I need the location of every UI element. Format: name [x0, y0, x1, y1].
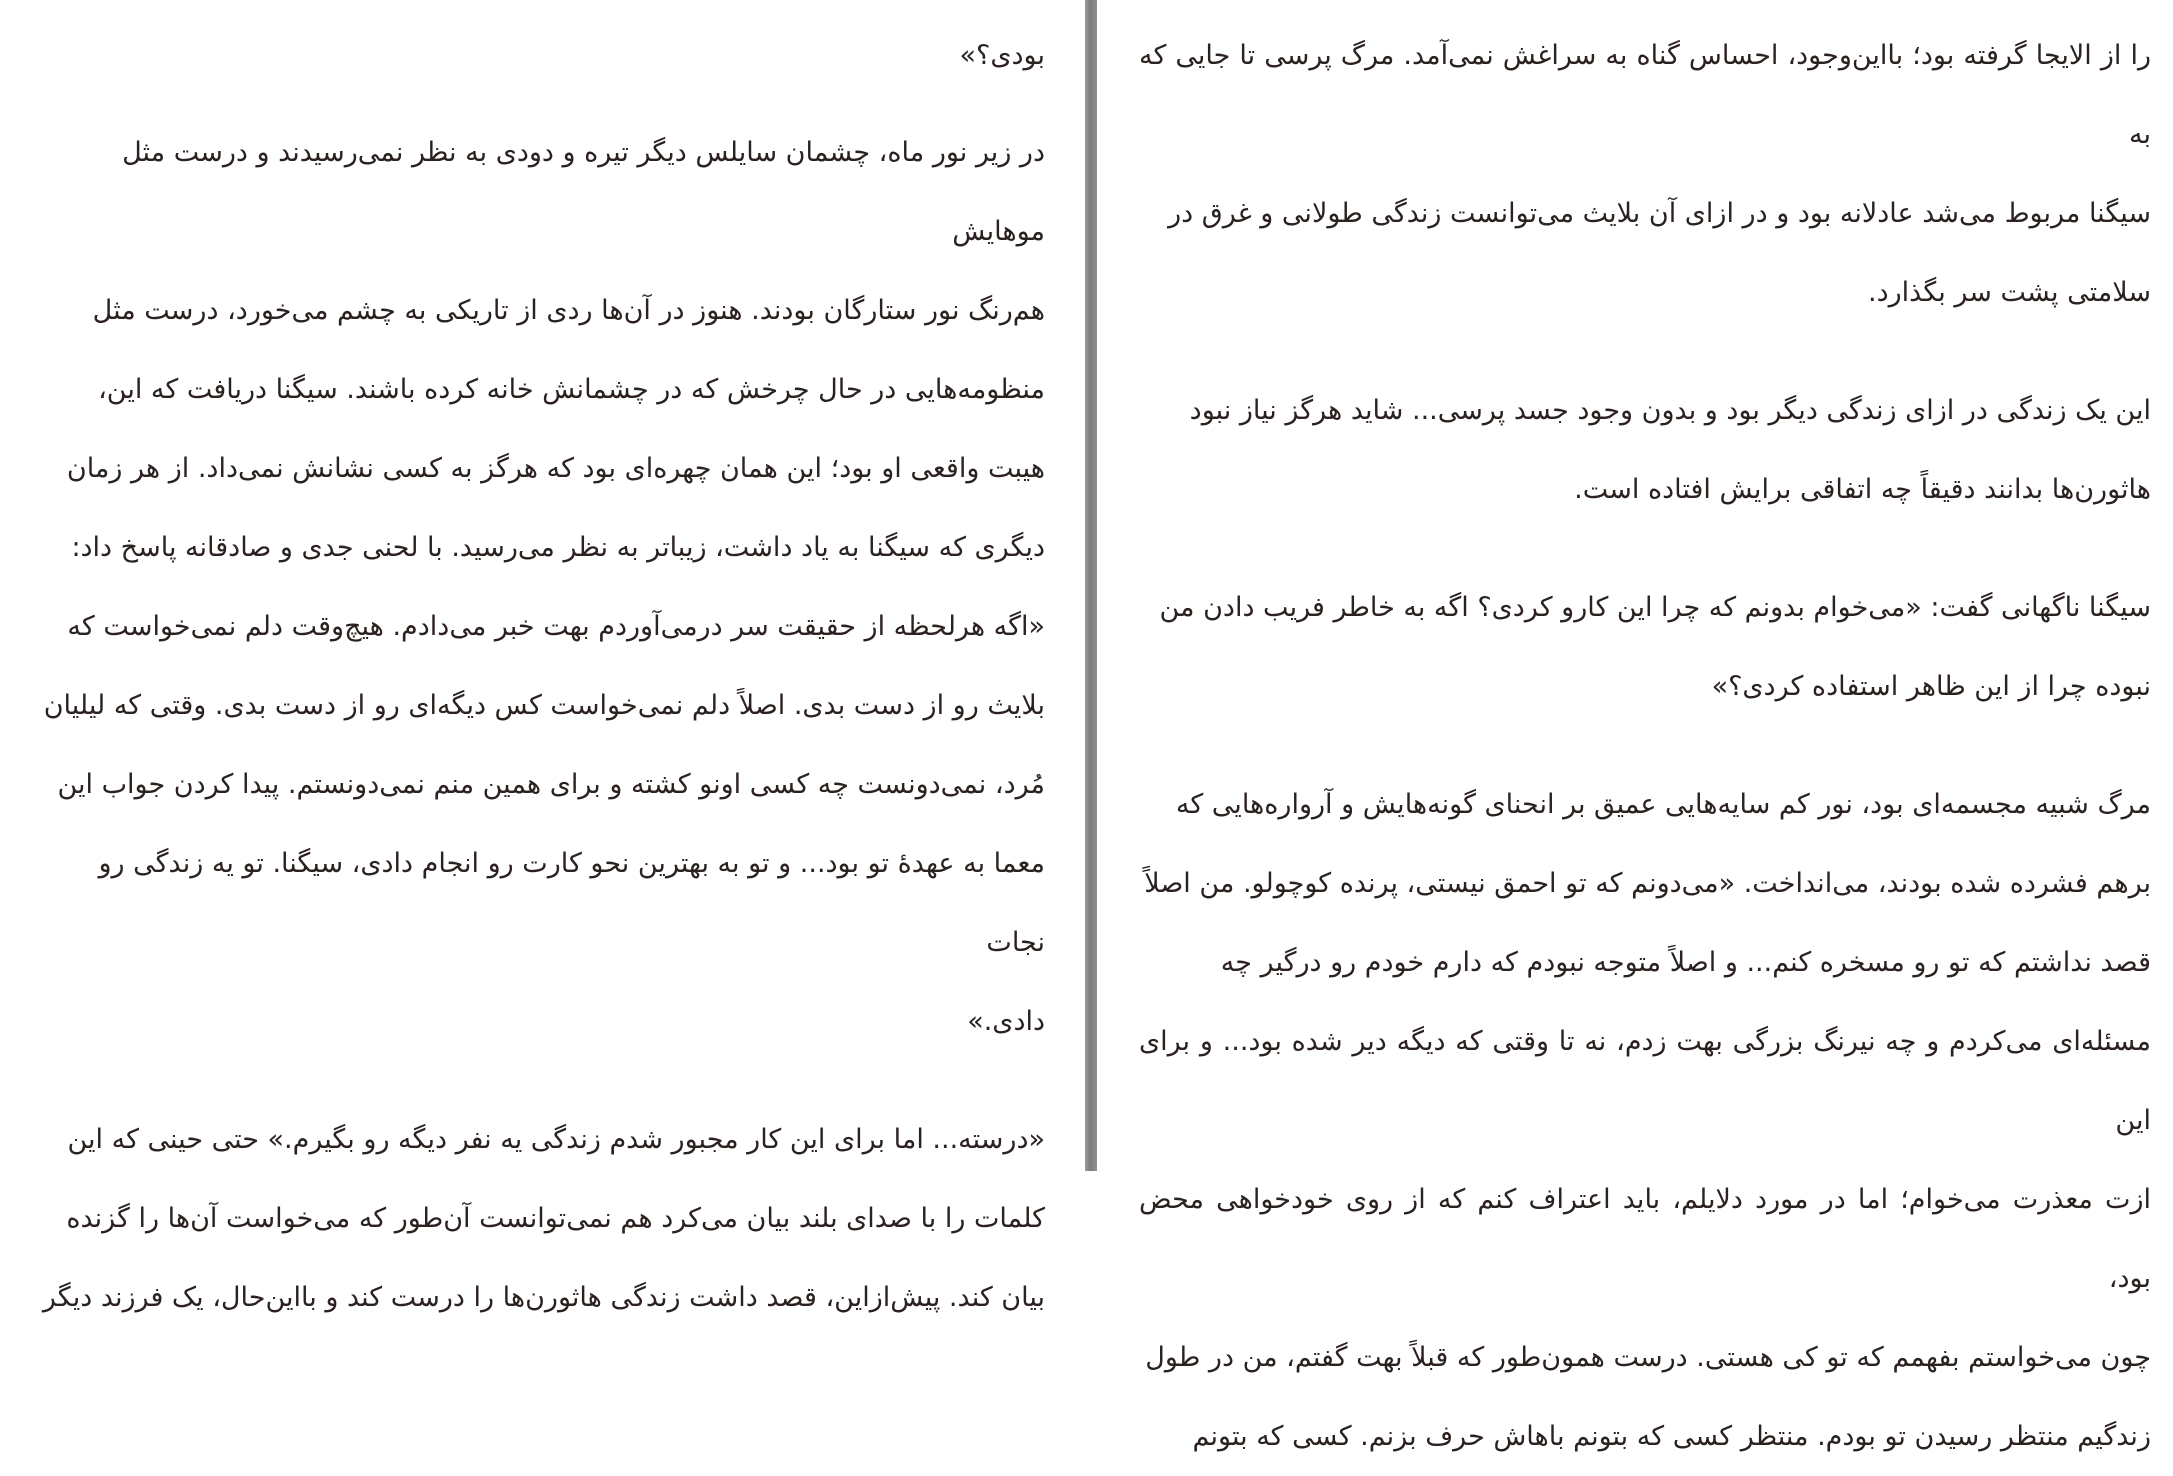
right-paragraph-3: سیگنا ناگهانی گفت: «می‌خوام بدونم که چرا این کارو کردی؟ اگه به خاطر فریب دادن من نبوده چرا از این ظاهر استفاده کردی؟»: [1159, 592, 2151, 702]
left-paragraph-2: در زیر نور ماه، چشمان سایلس دیگر تیره و دودی به نظر نمی‌رسیدند و درست مثل موهایش هم‌رنگ نور ستارگان بودند. هنوز در آن‌ها ردی از تاریکی به چشم می‌خورد، درست مثل منظومه‌هایی در حال چرخش که در چشمانش خانه کرده باشند. سیگنا دریافت که این، هیبت واقعی او بود؛ این همان چهره‌ای بود که هرگز به کسی نشانش نمی‌داد. از هر زمان دیگری که سیگنا به یاد داشت، زیباتر به نظر می‌رسید. با لحنی جدی و صادقانه پاسخ داد: «اگه هرلحظه از حقیقت سر درمی‌آوردم بهت خبر می‌دادم. هیچ‌وقت دلم نمی‌خواست که بلایث رو از دست بدی. اصلاً دلم نمی‌خواست کس دیگه‌ای رو از دست بدی. وقتی که لیلیان مُرد، نمی‌دونست چه کسی اونو کشته و برای همین منم نمی‌دونستم. پیدا کردن جواب این معما به عهدهٔ تو بود... و تو به بهترین نحو کارت رو انجام دادی، سیگنا. تو یه زندگی رو نجات دادی.»: [43, 137, 1045, 1037]
left-page: [0, 0, 1085, 1313]
right-paragraph-1: را از الایجا گرفته بود؛ بااین‌وجود، احساس گناه به سراغش نمی‌آمد. مرگ پرسی تا جایی که به سیگنا مربوط می‌شد عادلانه بود و در ازای آن بلایث می‌توانست زندگی طولانی و غرق در سلامتی پشت سر بگذارد.: [1139, 40, 2151, 308]
right-page: [1097, 0, 2173, 1452]
left-paragraph-1: بودی؟»: [959, 40, 1045, 71]
left-paragraph-3: «درسته... اما برای این کار مجبور شدم زندگی یه نفر دیگه رو بگیرم.» حتی حینی که این کلمات را با صدای بلند بیان می‌کرد هم نمی‌توانست آن‌طور که می‌خواست آن‌ها را گزنده بیان کند. پیش‌ازاین، قصد داشت زندگی هاثورن‌ها را درست کند و بااین‌حال، یک فرزند دیگر: [42, 1124, 1045, 1313]
page-gutter-divider: [1085, 0, 1097, 1171]
right-paragraph-4: مرگ شبیه مجسمه‌ای بود، نور کم سایه‌هایی عمیق بر انحنای گونه‌هایش و آرواره‌هایی که برهم فشرده شده بودند، می‌انداخت. «می‌دونم که تو احمق نیستی، پرنده کوچولو. من اصلاً قصد نداشتم که تو رو مسخره کنم... و اصلاً متوجه نبودم که دارم خودم رو درگیر چه مسئله‌ای می‌کردم و چه نیرنگ بزرگی بهت زدم، نه تا وقتی که دیگه دیر شده بود... و برای این ازت معذرت می‌خوام؛ اما در مورد دلایلم، باید اعتراف کنم که از روی خودخواهی محض بود، چون می‌خواستم بفهمم که تو کی هستی. درست همون‌طور که قبلاً بهت گفتم، من در طول زندگیم منتظر رسیدن تو بودم. منتظر کسی که بتونم باهاش حرف بزنم. کسی که بتونم: [1139, 789, 2151, 1452]
right-paragraph-2: این یک زندگی در ازای زندگی دیگر بود و بدون وجود جسد پرسی... شاید هرگز نیاز نبود هاثورن‌ها بدانند دقیقاً چه اتفاقی برایش افتاده است.: [1189, 395, 2151, 505]
